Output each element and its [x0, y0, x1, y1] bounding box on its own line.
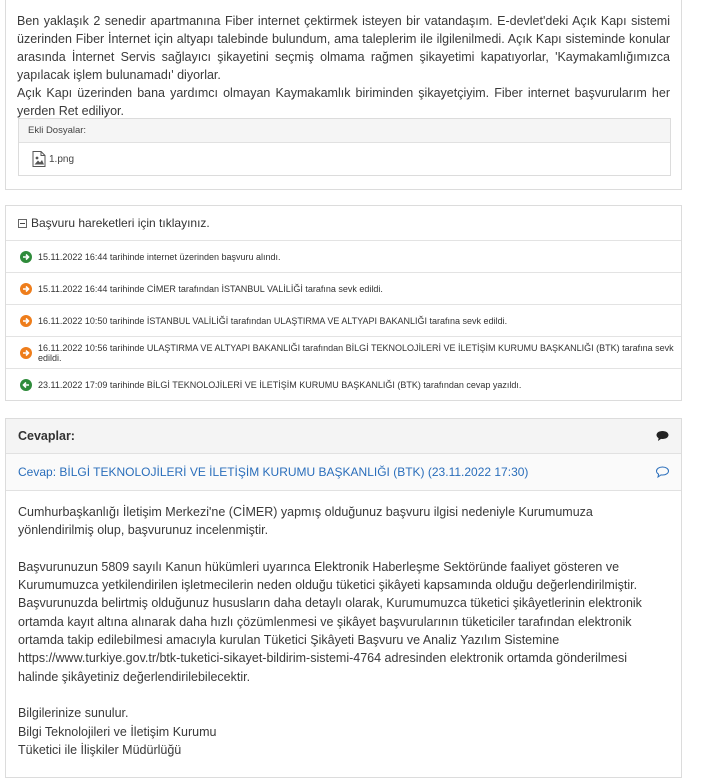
history-entry-text: 16.11.2022 10:56 tarihinde ULAŞTIRMA VE ALTYAPI BAKANLIĞI tarafından BİLGİ TEKNOLOJİLERİ VE İLETİŞİM KURUMU BAŞKANLIĞI (BTK) tarafına sevk edildi. [38, 342, 674, 363]
signature-line-2: Bilgi Teknolojileri ve İletişim Kurumu [18, 724, 217, 739]
history-entry [6, 241, 681, 273]
history-entry-text: 23.11.2022 17:09 tarihinde BİLGİ TEKNOLOJİLERİ VE İLETİŞİM KURUMU BAŞKANLIĞI (BTK) tarafından cevap yazıldı. [38, 380, 522, 390]
answers-panel [5, 418, 682, 778]
signature-line-3: Tüketici ile İlişkiler Müdürlüğü [18, 742, 182, 757]
arrow-right-icon [20, 283, 32, 295]
complaint-paragraph-2: Açık Kapı üzerinden bana yardımcı olmayan Kaymakamlık biriminden şikayetçiyim. Fiber internet başvurularım her yerden Ret ediliyor. [17, 86, 670, 118]
history-entry [6, 273, 681, 305]
reply-title-link[interactable]: Cevap: BİLGİ TEKNOLOJİLERİ VE İLETİŞİM KURUMU BAŞKANLIĞI (BTK) (23.11.2022 17:30) [18, 465, 529, 479]
history-toggle-label[interactable]: Başvuru hareketleri için tıklayınız. [31, 216, 210, 230]
history-toggle[interactable] [6, 206, 681, 241]
signature-line-1: Bilgilerinize sunulur. [18, 706, 129, 721]
history-entry-text: 16.11.2022 10:50 tarihinde İSTANBUL VALİLİĞİ tarafından ULAŞTIRMA VE ALTYAPI BAKANLIĞI tarafına sevk edildi. [38, 315, 508, 326]
history-entry [6, 337, 681, 369]
attachment-file-name[interactable]: 1.png [49, 153, 75, 165]
complaint-panel [5, 0, 682, 190]
complaint-paragraph-1: Ben yaklaşık 2 senedir apartmanına Fiber internet çektirmek isteyen bir vatandaşım. E-devlet'deki Açık Kapı sistemi üzerinden Fiber İnternet için altyapı talebinde bulundum, ama taleplerim ile ilgilenilmedi. Açık Kapı sisteminde konular arasında İnternet Servis sağlayıcı şikayetini seçmiş olmama rağmen şikayetimi kapatıyorlar, 'Kaymakamlığımızca yapılacak işlem bulunamadı' diyorlar. [17, 14, 670, 82]
arrow-right-icon [20, 315, 32, 327]
history-panel [5, 205, 682, 401]
reply-paragraph-2: Başvurunuzun 5809 sayılı Kanun hükümleri uyarınca Elektronik Haberleşme Sektöründe faaliyet gösteren ve Kurumumuzca yetkilendirilen işletmecilerin neden olduğu tüketici şikâyeti kapsamında olduğu değerlendirilmiştir. Başvurunuzda belirtmiş olduğunuz hususların daha detaylı olarak, Kurumumuzca tüketici şikâyetlerinin elektronik ortamda kayıt altına alınarak daha hızlı çözümlenmesi ve şikâyet başvurularının tüketiciler tarafından elektronik ortamda takip edilebilmesi amacıyla kurulan Tüketici Şikâyeti Başvuru ve Analiz Yazılım Sistemine https://www.turkiye.gov.tr/btk-tuketici-sikayet-bildirim-sistemi-4764 adresinden elektronik ortamda gönderilmesi halinde şikâyetiniz değerlendirilebilecektir. [18, 559, 642, 684]
history-entry [6, 369, 681, 401]
answers-title: Cevaplar: [18, 429, 75, 443]
history-entry-text: 15.11.2022 16:44 tarihinde CİMER tarafından İSTANBUL VALİLİĞİ tarafına sevk edildi. [38, 283, 383, 294]
arrow-right-icon [20, 251, 32, 263]
arrow-left-icon [20, 379, 32, 391]
arrow-right-icon [20, 347, 32, 359]
reply-paragraph-1: Cumhurbaşkanlığı İletişim Merkezi'ne (CİMER) yapmış olduğunuz başvuru ilgisi nedeniyle Kurumumuza yönlendirilmiş olup, başvurunuz incelenmiştir. [18, 505, 593, 538]
comment-icon [656, 430, 669, 442]
history-entry-text: 15.11.2022 16:44 tarihinde internet üzerinden başvuru alındı. [38, 251, 281, 262]
reply-signature [18, 704, 658, 759]
collapse-icon[interactable] [18, 219, 27, 228]
attachments-header: Ekli Dosyalar: [19, 119, 670, 143]
attachment-file-link[interactable] [32, 151, 74, 167]
complaint-text [17, 12, 670, 120]
attachments-box [18, 118, 671, 176]
image-file-icon [32, 151, 46, 167]
history-entry [6, 305, 681, 337]
answers-header [6, 419, 681, 454]
reply-body [18, 503, 658, 777]
reply-header[interactable] [6, 454, 681, 491]
comment-outline-icon [656, 466, 669, 478]
